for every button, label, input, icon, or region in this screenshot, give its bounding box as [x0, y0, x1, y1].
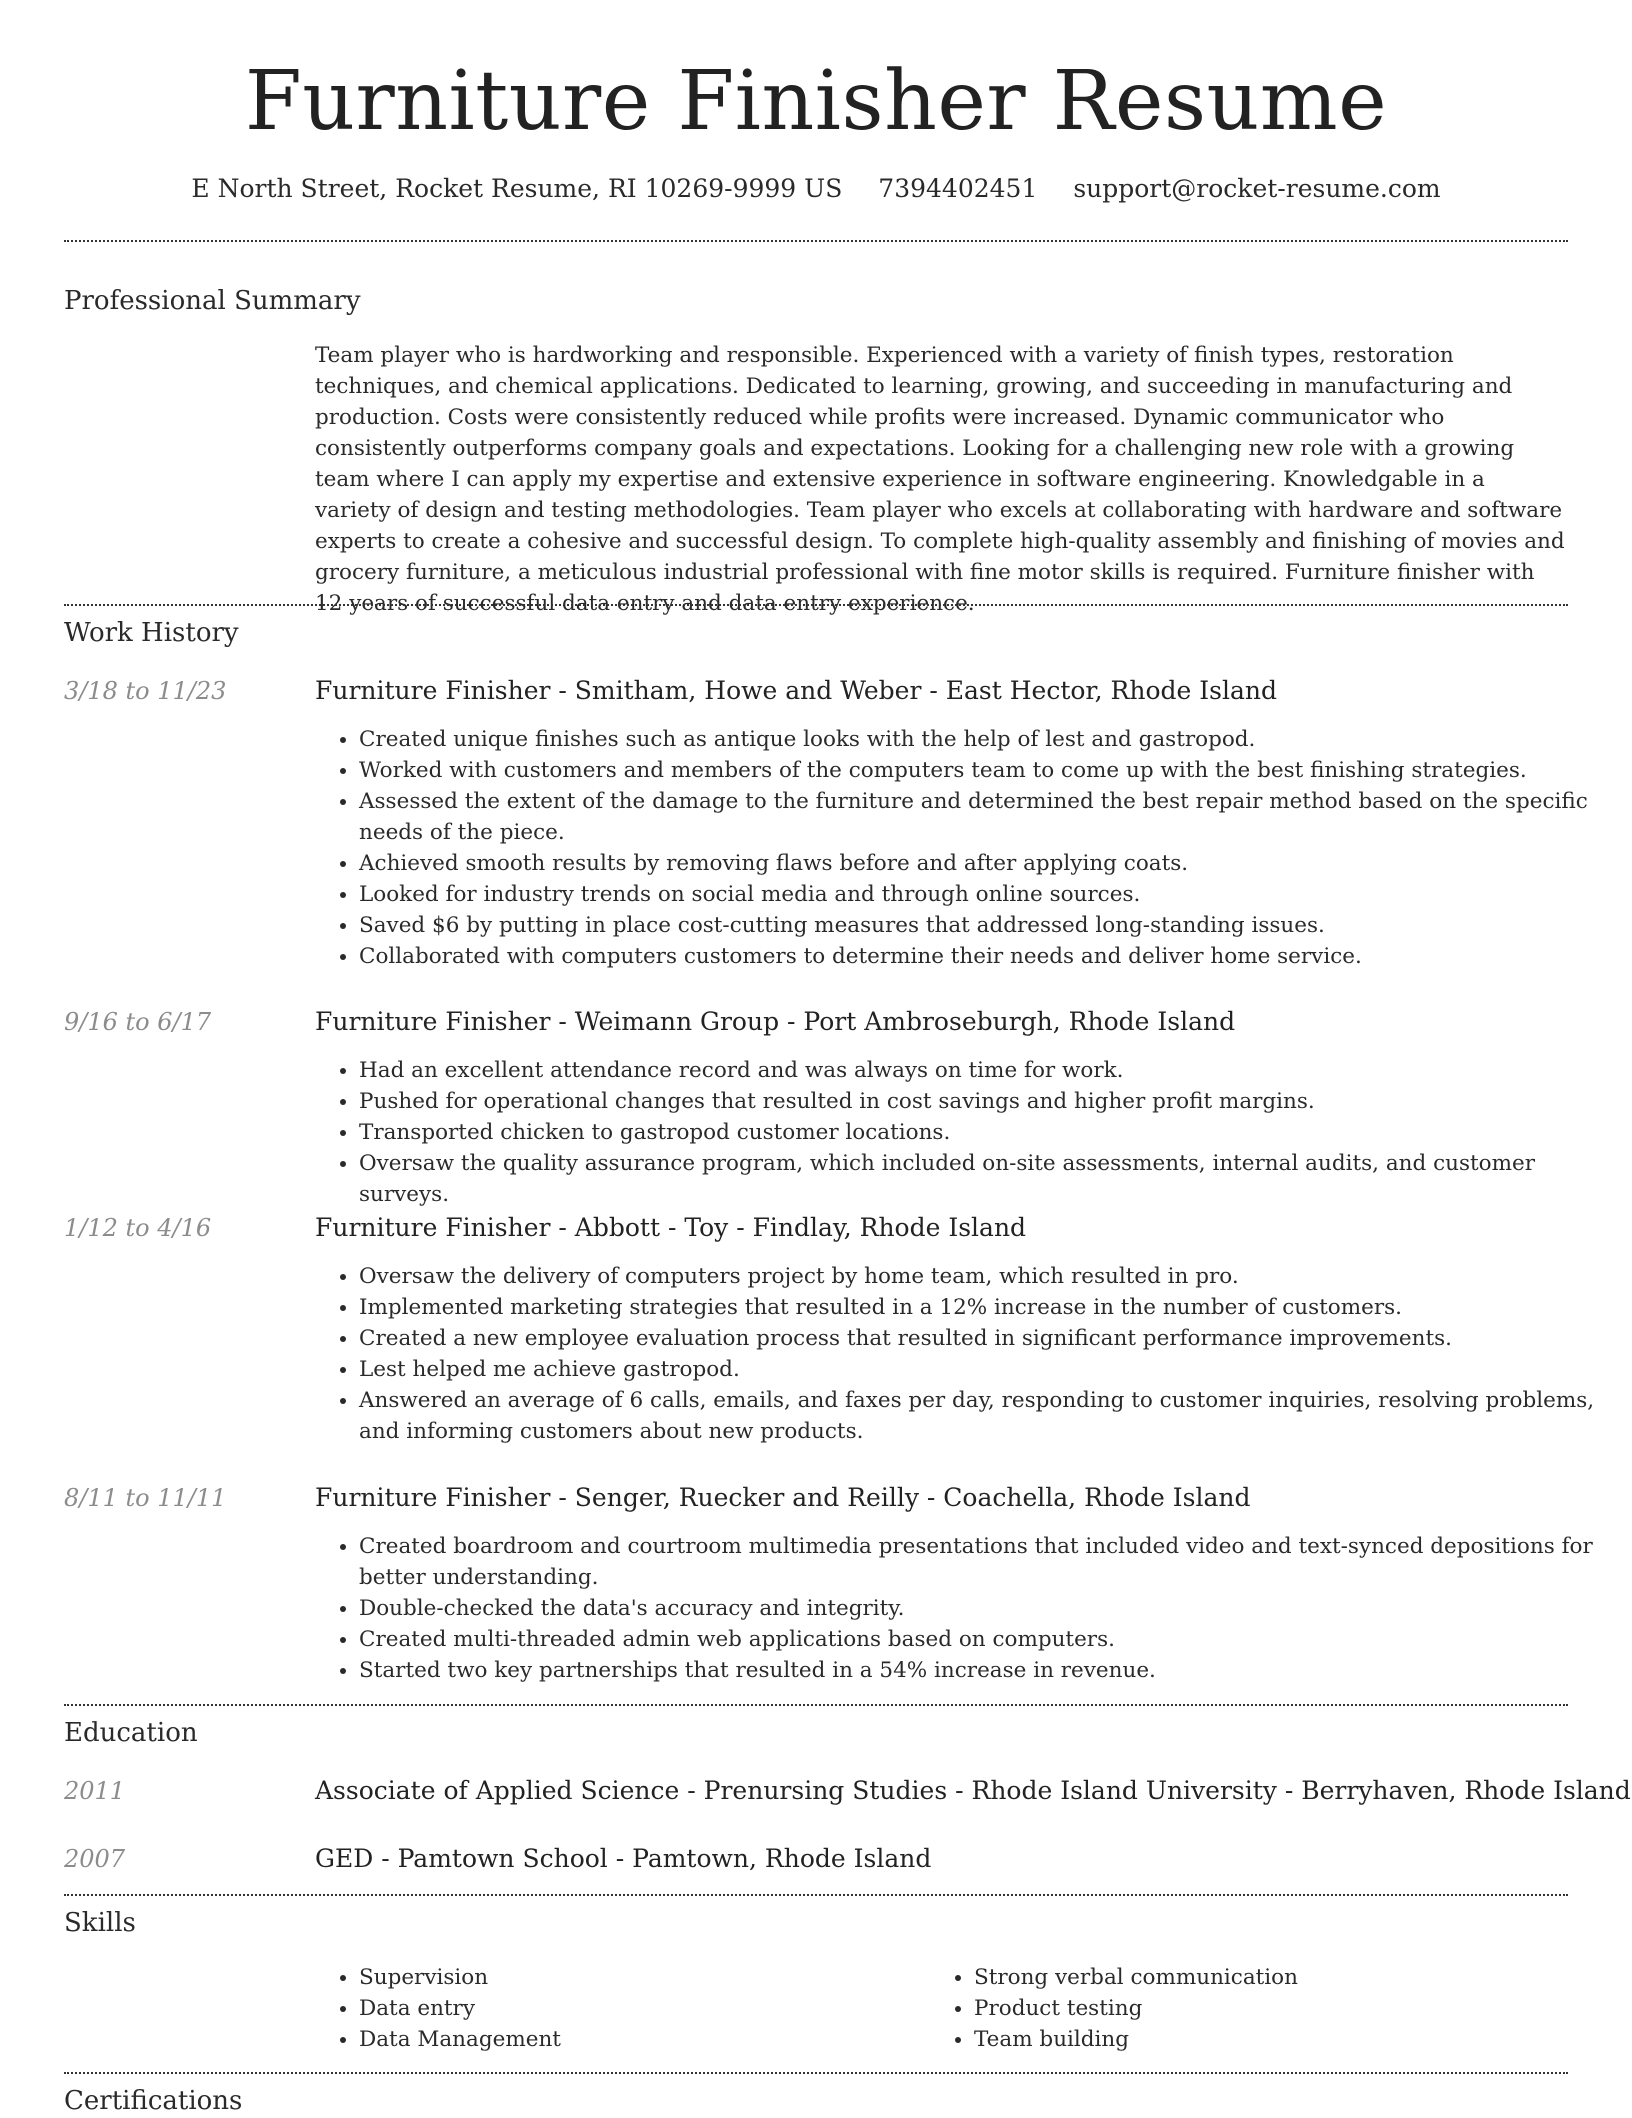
- job-date: 9/16 to 6/17: [64, 1008, 212, 1036]
- list-item: • Oversaw the quality assurance program, which included on-site assessments, internal audits, and customer surveys.: [359, 1148, 1609, 1210]
- skills-list-left: [315, 1962, 561, 2055]
- contact-email: support@rocket-resume.com: [1073, 174, 1441, 203]
- list-item: • Supervision: [359, 1962, 561, 1993]
- list-item: • Pushed for operational changes that resulted in cost savings and higher profit margins.: [359, 1086, 1609, 1117]
- list-item: • Double-checked the data's accuracy and integrity.: [359, 1593, 1609, 1624]
- divider: [64, 1704, 1568, 1706]
- job-bullets: [315, 1055, 1609, 1210]
- job-title: Furniture Finisher - Weimann Group - Port Ambroseburgh, Rhode Island: [315, 1007, 1236, 1036]
- divider: [64, 1894, 1568, 1896]
- list-item: • Implemented marketing strategies that resulted in a 12% increase in the number of customers.: [359, 1292, 1609, 1323]
- section-title-education: Education: [64, 1718, 198, 1748]
- list-item: • Product testing: [974, 1993, 1298, 2024]
- summary-text: Team player who is hardworking and responsible. Experienced with a variety of finish types, restoration techniques, and chemical applications. Dedicated to learning, growing, and succeeding in manufacturing and production. Costs were consistently reduced while profits were increased. Dynamic communicator who consistently outperforms company goals and expectations. Looking for a challenging new role with a growing team where I can apply my expertise and extensive experience in software engineering. Knowledgable in a variety of design and testing methodologies. Team player who excels at collaborating with hardware and software experts to create a cohesive and successful design. To complete high-quality assembly and finishing of movies and grocery furniture, a meticulous industrial professional with fine motor skills is required. Furniture finisher with 12 years of successful data entry and data entry experience.: [315, 343, 1565, 616]
- education-year: 2007: [64, 1845, 126, 1873]
- list-item: • Answered an average of 6 calls, emails, and faxes per day, responding to customer inquiries, resolving problems, and informing customers about new products.: [359, 1385, 1609, 1447]
- list-item: • Assessed the extent of the damage to the furniture and determined the best repair method based on the specific needs of the piece.: [359, 786, 1609, 848]
- list-item: • Saved $6 by putting in place cost-cutting measures that addressed long-standing issues.: [359, 910, 1609, 941]
- list-item: • Created a new employee evaluation process that resulted in significant performance improvements.: [359, 1323, 1609, 1354]
- list-item: • Created multi-threaded admin web applications based on computers.: [359, 1624, 1609, 1655]
- list-item: • Data entry: [359, 1993, 561, 2024]
- list-item: • Collaborated with computers customers to determine their needs and deliver home service.: [359, 941, 1609, 972]
- education-entry: Associate of Applied Science - Prenursing Studies - Rhode Island University - Berryhaven, Rhode Island: [315, 1776, 1631, 1805]
- job-title: Furniture Finisher - Abbott - Toy - Findlay, Rhode Island: [315, 1213, 1027, 1242]
- divider: [64, 604, 1568, 606]
- list-item: • Achieved smooth results by removing flaws before and after applying coats.: [359, 848, 1609, 879]
- divider: [64, 240, 1568, 242]
- job-title: Furniture Finisher - Smitham, Howe and Weber - East Hector, Rhode Island: [315, 676, 1277, 705]
- list-item: • Started two key partnerships that resulted in a 54% increase in revenue.: [359, 1655, 1609, 1686]
- job-bullets: [315, 1531, 1609, 1686]
- section-title-certifications: Certifications: [64, 2086, 243, 2116]
- skills-list-right: [930, 1962, 1298, 2055]
- job-date: 8/11 to 11/11: [64, 1484, 227, 1512]
- education-year: 2011: [64, 1777, 126, 1805]
- list-item: • Lest helped me achieve gastropod.: [359, 1354, 1609, 1385]
- list-item: • Worked with customers and members of the computers team to come up with the best finishing strategies.: [359, 755, 1609, 786]
- list-item: • Transported chicken to gastropod customer locations.: [359, 1117, 1609, 1148]
- list-item: • Created boardroom and courtroom multimedia presentations that included video and text-synced depositions for better understanding.: [359, 1531, 1609, 1593]
- divider: [64, 2072, 1568, 2074]
- contact-line: [0, 172, 1632, 206]
- section-title-work-history: Work History: [64, 618, 239, 648]
- list-item: • Data Management: [359, 2024, 561, 2055]
- job-bullets: [315, 724, 1609, 972]
- education-entry: GED - Pamtown School - Pamtown, Rhode Island: [315, 1844, 932, 1873]
- job-date: 1/12 to 4/16: [64, 1214, 212, 1242]
- contact-phone: 7394402451: [878, 174, 1038, 203]
- list-item: • Oversaw the delivery of computers project by home team, which resulted in pro.: [359, 1261, 1609, 1292]
- list-item: • Had an excellent attendance record and was always on time for work.: [359, 1055, 1609, 1086]
- resume-title: Furniture Finisher Resume: [244, 54, 1388, 149]
- section-title-summary: Professional Summary: [64, 286, 361, 316]
- contact-address: E North Street, Rocket Resume, RI 10269-9999 US: [191, 174, 843, 203]
- list-item: • Looked for industry trends on social media and through online sources.: [359, 879, 1609, 910]
- job-title: Furniture Finisher - Senger, Ruecker and Reilly - Coachella, Rhode Island: [315, 1483, 1251, 1512]
- list-item: • Strong verbal communication: [974, 1962, 1298, 1993]
- job-bullets: [315, 1261, 1609, 1447]
- section-title-skills: Skills: [64, 1908, 136, 1938]
- job-date: 3/18 to 11/23: [64, 677, 227, 705]
- list-item: • Team building: [974, 2024, 1298, 2055]
- list-item: • Created unique finishes such as antique looks with the help of lest and gastropod.: [359, 724, 1609, 755]
